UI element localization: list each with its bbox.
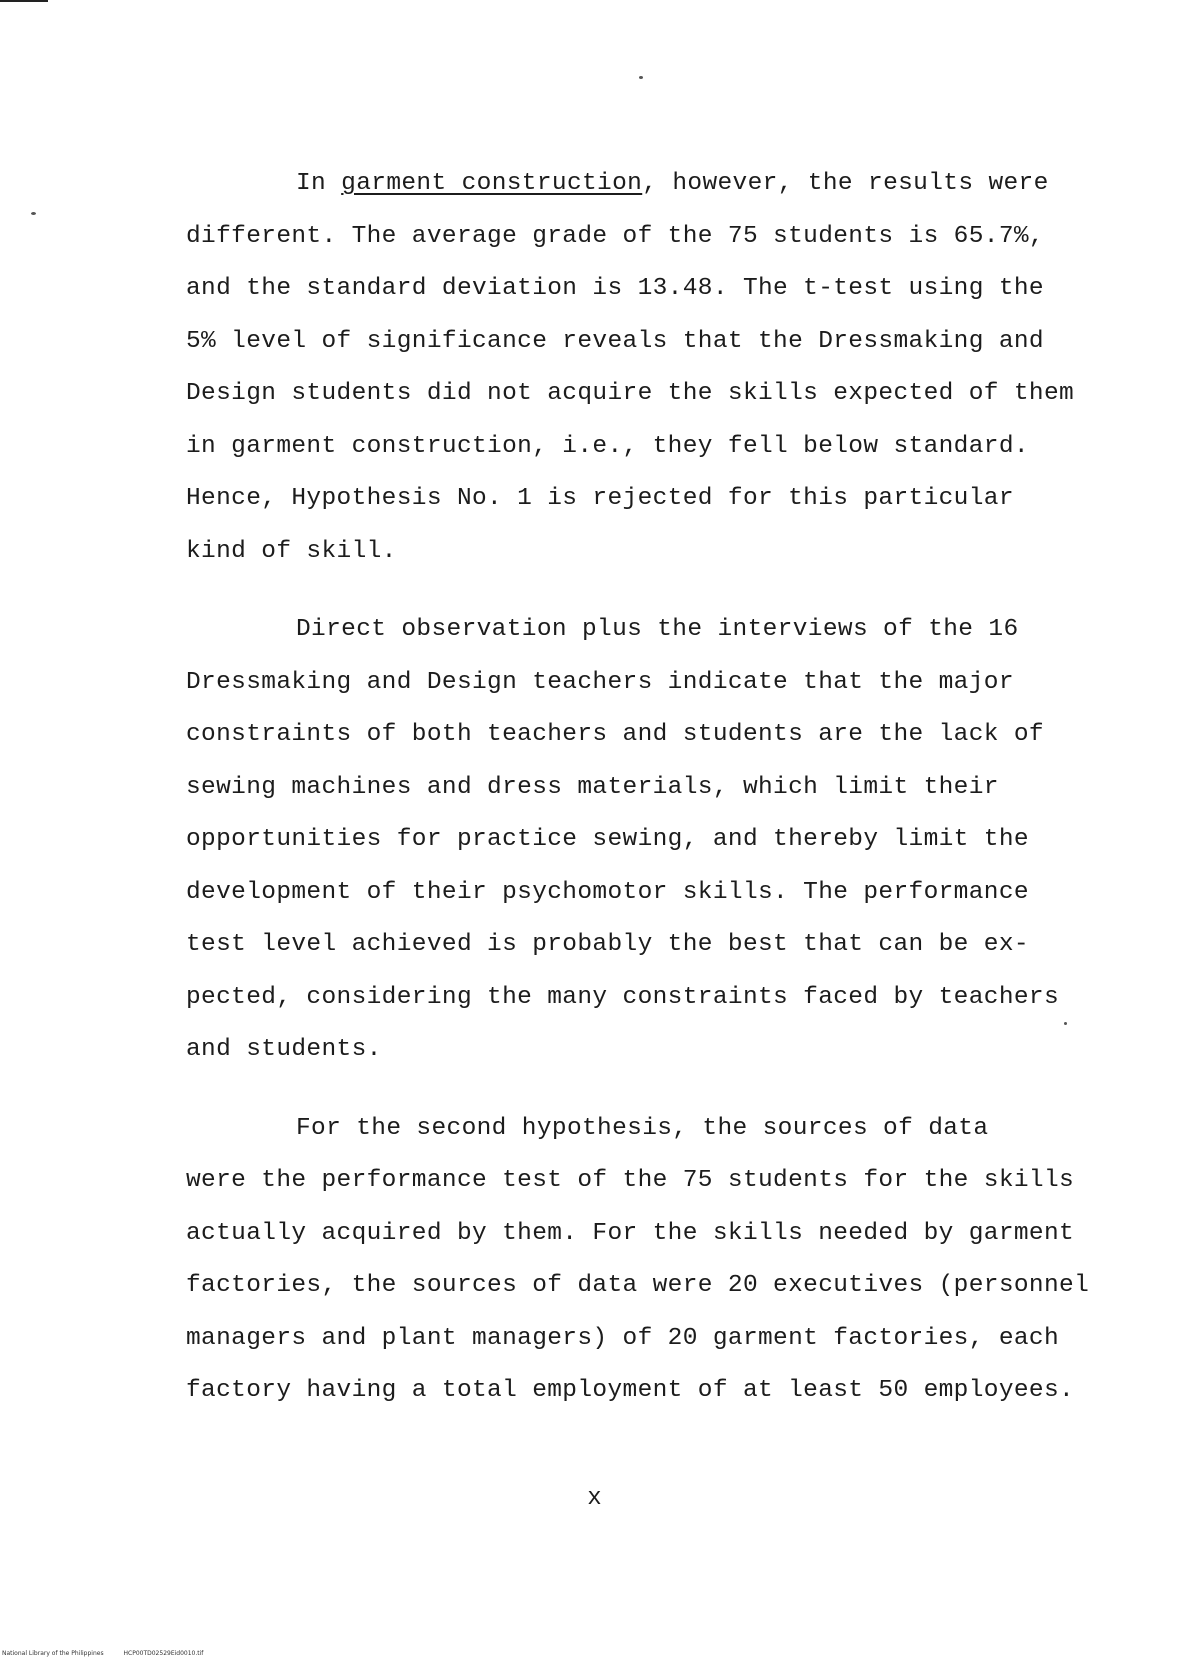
text-line: Design students did not acquire the skills expected of them bbox=[186, 380, 1075, 407]
text-line: kind of skill. bbox=[186, 537, 397, 565]
paragraph-spacer bbox=[186, 578, 1136, 604]
text-line: factory having a total employment of at least 50 employees. bbox=[186, 1377, 1075, 1404]
paragraph-spacer bbox=[186, 1077, 1136, 1103]
text-run: In bbox=[296, 170, 342, 197]
scan-speck bbox=[639, 76, 643, 79]
text-line: and students. bbox=[186, 1036, 382, 1063]
text-line: in garment construction, i.e., they fell below standard. bbox=[186, 432, 1029, 460]
scan-corner-mark bbox=[0, 0, 48, 2]
text-line: constraints of both teachers and students are the lack of bbox=[186, 721, 1044, 748]
text-line: development of their psychomotor skills. The performance bbox=[186, 878, 1029, 906]
paragraph-1 bbox=[186, 158, 1136, 578]
underlined-term: garment construction bbox=[341, 170, 643, 197]
scan-footer bbox=[2, 1650, 221, 1657]
text-line: sewing machines and dress materials, which limit their bbox=[186, 773, 999, 801]
text-line: For the second hypothesis, the sources of data bbox=[296, 1114, 989, 1142]
text-line: Dressmaking and Design teachers indicate that the major bbox=[186, 668, 1014, 696]
paragraph-3 bbox=[186, 1103, 1136, 1418]
text-run: , however, the results were bbox=[642, 170, 1049, 197]
scan-speck bbox=[31, 212, 36, 215]
text-line: and the standard deviation is 13.48. The t-test using the bbox=[186, 275, 1044, 302]
footer-file-id: HCP00TD02529Eid0010.tif bbox=[123, 1650, 204, 1657]
text-line: Direct observation plus the interviews of the 16 bbox=[296, 616, 1019, 643]
text-line: were the performance test of the 75 students for the skills bbox=[186, 1167, 1075, 1194]
page-number: x bbox=[587, 1485, 602, 1512]
text-line bbox=[186, 158, 1136, 211]
text-line: 5% level of significance reveals that the Dressmaking and bbox=[186, 327, 1044, 355]
document-body bbox=[186, 158, 1136, 1418]
text-line: factories, the sources of data were 20 executives (personnel bbox=[186, 1272, 1090, 1299]
text-line: test level achieved is probably the best that can be ex- bbox=[186, 931, 1029, 958]
text-line: Hence, Hypothesis No. 1 is rejected for this particular bbox=[186, 485, 1014, 512]
text-line: actually acquired by them. For the skills needed by garment bbox=[186, 1219, 1075, 1247]
footer-library: National Library of the Philippines bbox=[2, 1650, 104, 1657]
text-line: pected, considering the many constraints faced by teachers bbox=[186, 983, 1060, 1011]
text-line: managers and plant managers) of 20 garment factories, each bbox=[186, 1324, 1060, 1352]
text-line: different. The average grade of the 75 students is 65.7%, bbox=[186, 222, 1044, 250]
paragraph-2 bbox=[186, 604, 1136, 1077]
text-line: opportunities for practice sewing, and thereby limit the bbox=[186, 826, 1029, 853]
